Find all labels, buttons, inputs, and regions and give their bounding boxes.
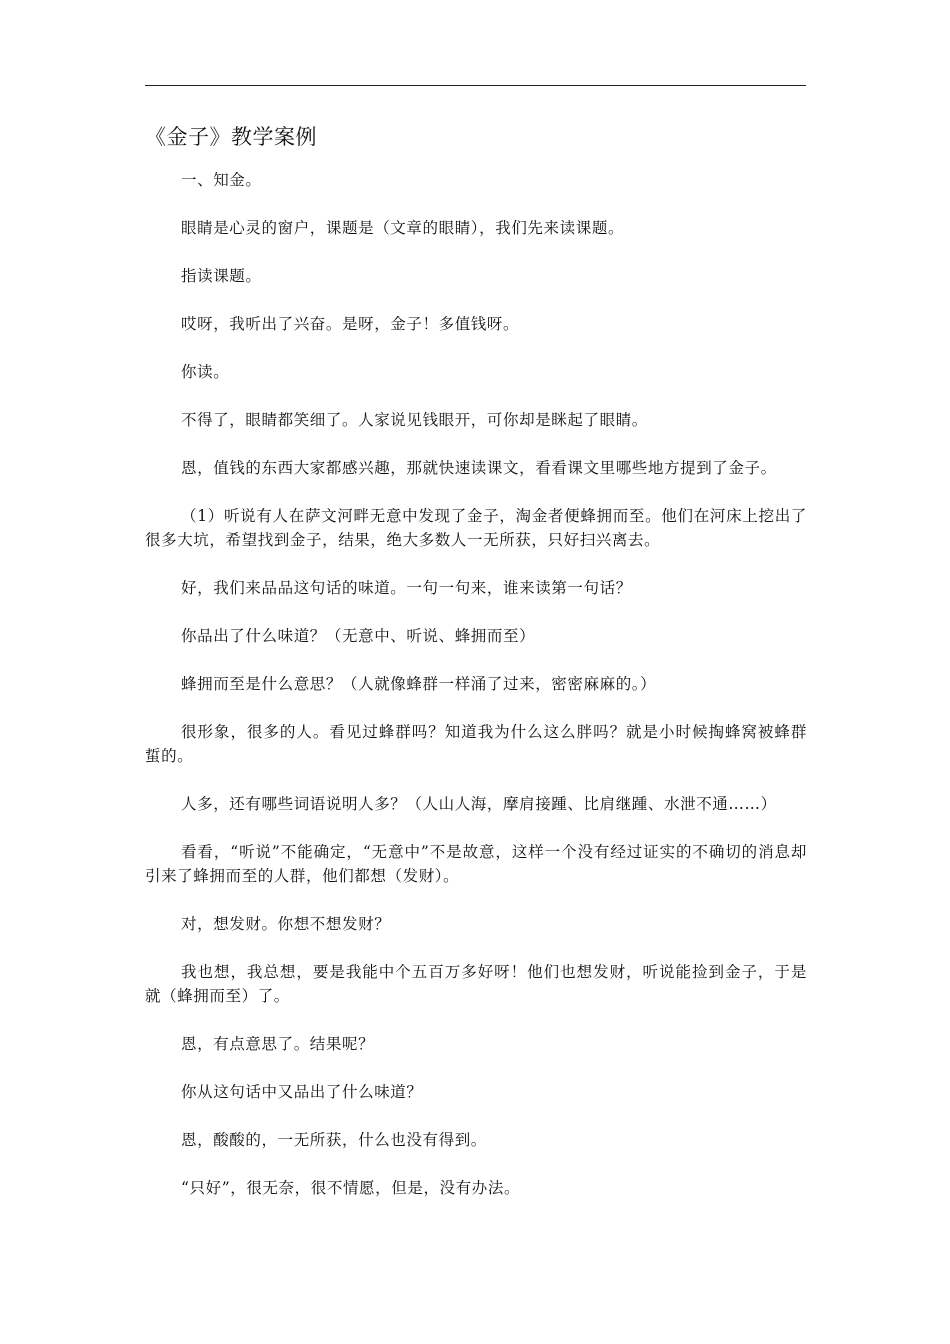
paragraph: 哎呀，我听出了兴奋。是呀，金子！多值钱呀。 (181, 315, 520, 333)
document-title: 《金子》教学案例 (145, 125, 317, 149)
paragraph: 不得了，眼睛都笑细了。人家说见钱眼开，可你却是眯起了眼睛。 (181, 411, 648, 429)
paragraph: 蜂拥而至是什么意思？（人就像蜂群一样涌了过来，密密麻麻的。） (181, 675, 657, 693)
paragraph: 好，我们来品品这句话的味道。一句一句来，谁来读第一句话？ (181, 579, 632, 597)
paragraph: 指读课题。 (181, 267, 262, 285)
paragraph: “只好”，很无奈，很不情愿，但是，没有办法。 (181, 1179, 521, 1197)
paragraph: 恩，酸酸的，一无所获，什么也没有得到。 (181, 1131, 487, 1149)
paragraph: 你品出了什么味道？（无意中、听说、蜂拥而至） (181, 627, 536, 645)
paragraph: 我也想，我总想，要是我能中个五百万多好呀！他们也想发财，听说能捡到金子，于是就（蜂拥而至）了。 (145, 963, 807, 1005)
paragraph: 恩，值钱的东西大家都感兴趣，那就快速读课文，看看课文里哪些地方提到了金子。 (181, 459, 777, 477)
paragraph: 你读。 (181, 363, 230, 381)
paragraph: 一、知金。 (181, 171, 262, 189)
paragraph: 你从这句话中又品出了什么味道？ (181, 1083, 423, 1101)
paragraph: 恩，有点意思了。结果呢？ (181, 1035, 375, 1053)
paragraph: （1）听说有人在萨文河畔无意中发现了金子，淘金者便蜂拥而至。他们在河床上挖出了很多大坑，希望找到金子，结果，绝大多数人一无所获，只好扫兴离去。 (145, 507, 807, 549)
paragraph: 眼睛是心灵的窗户，课题是（文章的眼睛），我们先来读课题。 (181, 219, 625, 237)
paragraph: 对，想发财。你想不想发财？ (181, 915, 391, 933)
paragraph: 看看，“听说”不能确定，“无意中”不是故意，这样一个没有经过证实的不确切的消息却引来了蜂拥而至的人群，他们都想（发财）。 (145, 843, 807, 885)
header-rule (145, 85, 806, 86)
document-body (145, 120, 807, 1224)
paragraph: 很形象，很多的人。看见过蜂群吗？知道我为什么这么胖吗？就是小时候掏蜂窝被蜂群蜇的。 (145, 723, 807, 765)
paragraph: 人多，还有哪些词语说明人多？（人山人海，摩肩接踵、比肩继踵、水泄不通……） (181, 795, 777, 813)
